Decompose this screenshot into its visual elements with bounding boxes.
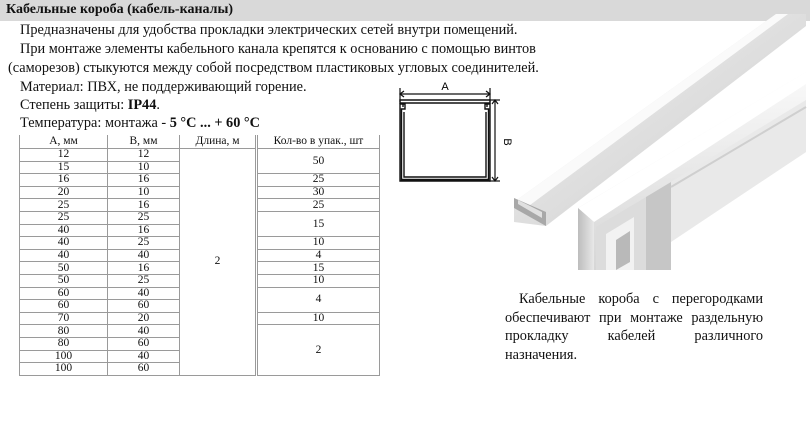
cell-a: 40: [20, 224, 108, 237]
cell-a: 80: [20, 337, 108, 350]
cell-a: 40: [20, 237, 108, 250]
header-b: В, мм: [108, 135, 180, 149]
cable-channel-photo: [506, 12, 808, 270]
cell-b: 16: [108, 199, 180, 212]
cell-length: 2: [180, 149, 256, 376]
cell-b: 40: [108, 287, 180, 300]
channel-profile: [400, 100, 490, 181]
protection-end: .: [156, 97, 160, 113]
table-header-row: [20, 135, 380, 149]
caption-text: [505, 290, 763, 364]
cell-b: 60: [108, 363, 180, 376]
cell-qty: 4: [258, 287, 380, 312]
cell-qty: 30: [258, 186, 380, 199]
temperature-label: Температура: монтажа -: [20, 115, 170, 131]
label-a: A: [441, 81, 449, 93]
cell-a: 60: [20, 300, 108, 313]
cell-a: 40: [20, 249, 108, 262]
temperature-value: 5 °С ... + 60 °С: [169, 115, 260, 131]
page-title: Кабельные короба (кабель-каналы): [6, 2, 234, 17]
cell-a: 50: [20, 262, 108, 275]
cell-b: 25: [108, 274, 180, 287]
cell-qty: 50: [258, 149, 380, 174]
label-b: B: [501, 138, 513, 146]
cell-qty: 2: [258, 325, 380, 375]
protection-value: IP44: [127, 97, 157, 113]
cell-a: 15: [20, 161, 108, 174]
header-qty: Кол-во в упак., шт: [258, 135, 380, 149]
cell-a: 100: [20, 350, 108, 363]
intro-line-3: (саморезов) стыкуются между собой посредством пластиковых угловых соединителей.: [8, 60, 539, 76]
cell-a: 25: [20, 199, 108, 212]
cell-b: 25: [108, 211, 180, 224]
cell-a: 16: [20, 174, 108, 187]
cell-b: 40: [108, 249, 180, 262]
cell-a: 60: [20, 287, 108, 300]
cell-b: 12: [108, 149, 180, 162]
cell-qty: 15: [258, 211, 380, 236]
header-length: Длина, м: [180, 135, 256, 149]
cell-a: 100: [20, 363, 108, 376]
cell-qty: 4: [258, 249, 380, 262]
cell-qty: 10: [258, 312, 380, 325]
cell-b: 16: [108, 224, 180, 237]
intro-line-2: При монтаже элементы кабельного канала крепятся к основанию с помощью винтов: [20, 41, 536, 57]
cell-a: 80: [20, 325, 108, 338]
cell-qty: 25: [258, 199, 380, 212]
cell-qty: 10: [258, 237, 380, 250]
cell-a: 25: [20, 211, 108, 224]
cell-b: 25: [108, 237, 180, 250]
intro-line-1: Предназначены для удобства прокладки электрических сетей внутри помещений.: [20, 22, 518, 38]
cell-b: 60: [108, 300, 180, 313]
header-a: А, мм: [20, 135, 108, 149]
material-text: Материал: ПВХ, не поддерживающий горение.: [20, 79, 307, 95]
cell-a: 12: [20, 149, 108, 162]
cell-b: 10: [108, 186, 180, 199]
cell-b: 60: [108, 337, 180, 350]
cell-qty: 15: [258, 262, 380, 275]
table-row: [20, 149, 380, 162]
cell-b: 20: [108, 312, 180, 325]
cell-b: 16: [108, 262, 180, 275]
cell-b: 10: [108, 161, 180, 174]
cell-b: 40: [108, 350, 180, 363]
cross-section-diagram: [383, 80, 513, 186]
cell-a: 20: [20, 186, 108, 199]
cell-qty: 25: [258, 174, 380, 187]
spec-table: [19, 135, 380, 376]
cell-b: 40: [108, 325, 180, 338]
protection-text: [20, 96, 160, 114]
cell-a: 50: [20, 274, 108, 287]
cell-b: 16: [108, 174, 180, 187]
temperature-text: [20, 114, 260, 132]
caption-line-1: Кабельные короба с перегородками: [519, 291, 763, 307]
caption-line-4: назначения.: [505, 346, 578, 363]
cell-a: 70: [20, 312, 108, 325]
cell-qty: 10: [258, 274, 380, 287]
caption-line-2: обеспечивают при монтаже раздельную: [505, 309, 763, 326]
caption-line-3: прокладку кабелей различного: [505, 328, 763, 344]
protection-label: Степень защиты:: [20, 97, 128, 113]
